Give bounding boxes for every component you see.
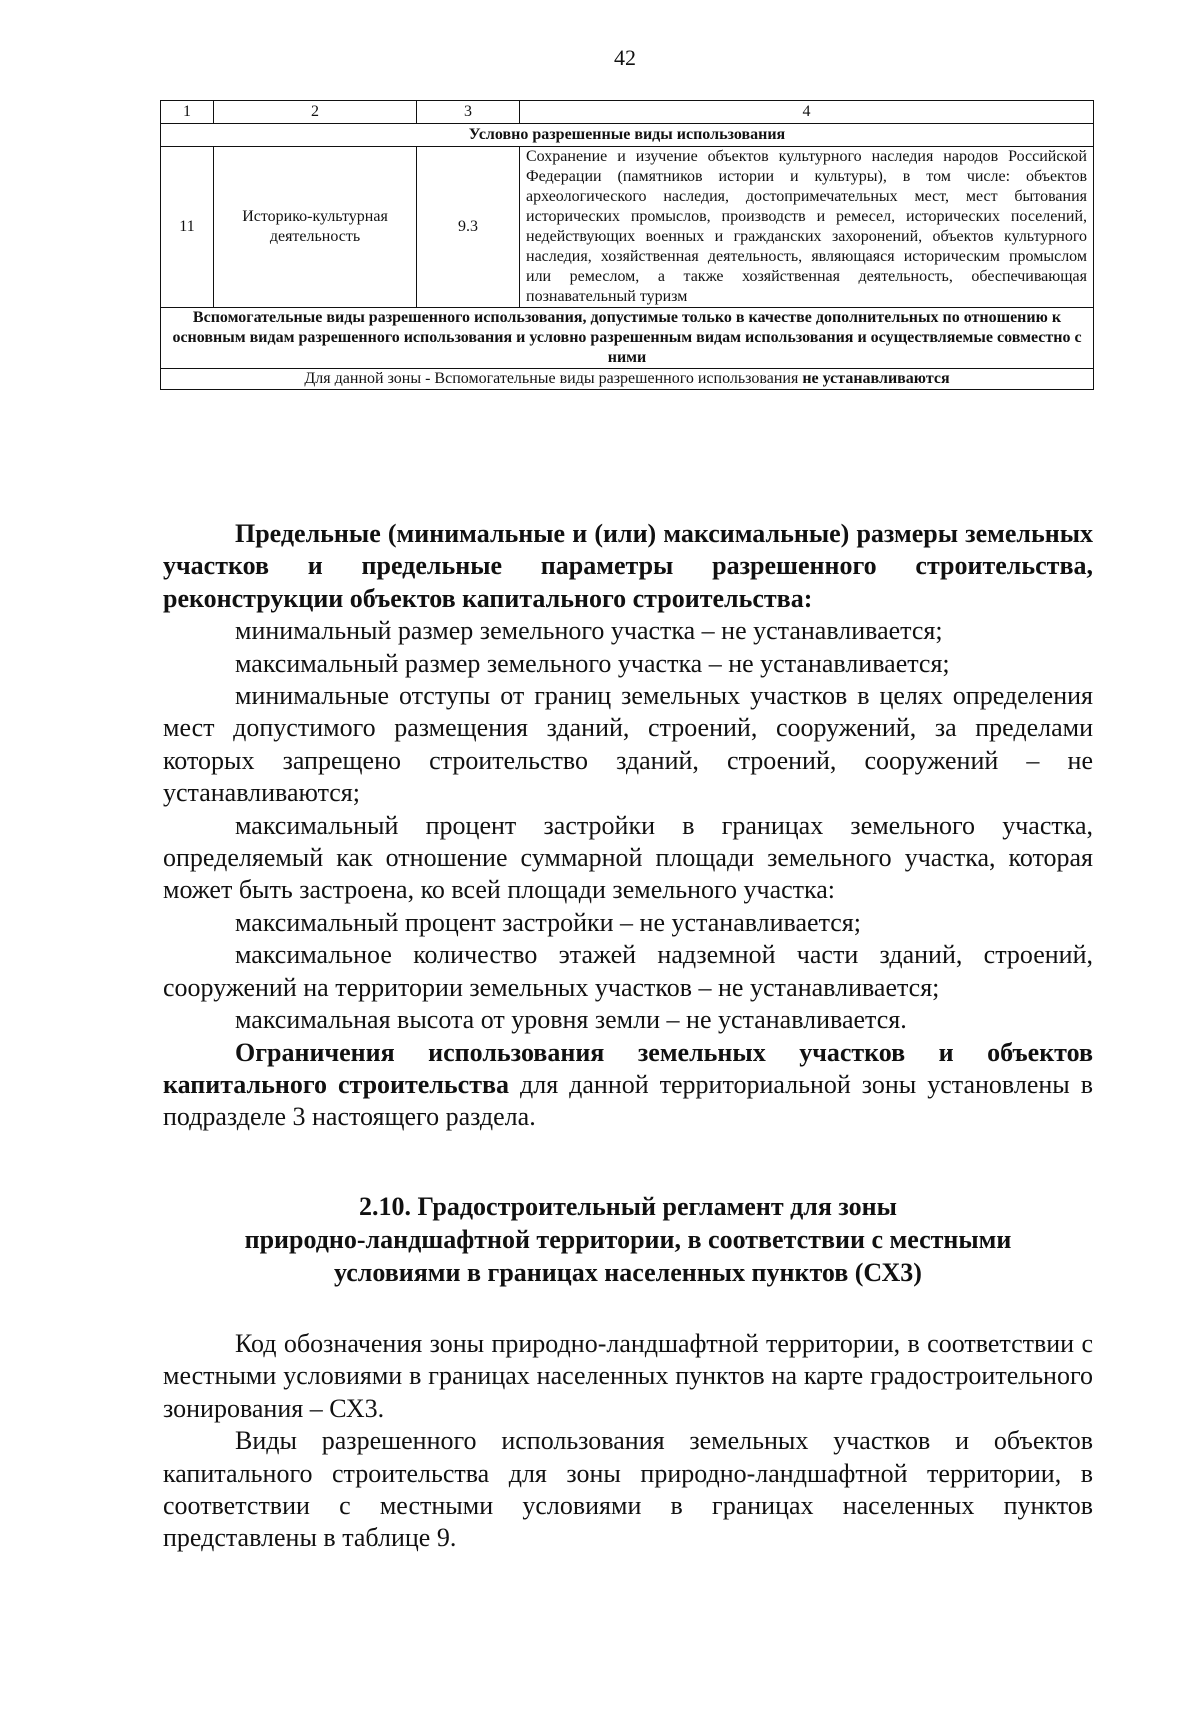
table-header-cell: 1	[161, 101, 214, 124]
limit-line: максимальный процент застройки в границах земельного участка, определяемый как отношение суммарной площади земельного участка, которая может быть застроена, ко всей площади земельного участка:	[163, 810, 1093, 905]
limit-line: максимальный размер земельного участка – не устанавливается;	[235, 648, 950, 678]
table-header-cell: 3	[417, 101, 520, 124]
limits-heading	[163, 518, 1093, 615]
zone-uses-paragraph: Виды разрешенного использования земельных участков и объектов капитального строительства для зоны природно-ландшафтной территории, в соответствии с местными условиями в границах населенных пунктов представлены в таблице 9.	[163, 1426, 1093, 1553]
limit-line: максимальное количество этажей надземной части зданий, строений, сооружений на территории земельных участков – не устанавливается;	[163, 940, 1093, 1002]
restrictions-bold: Ограничения использования земельных участков и объектов капитального строительства	[163, 1037, 1093, 1099]
limits-heading-text: Предельные (минимальные и (или) максимальные) размеры земельных участков и предельные параметры разрешенного строительства, реконструкции объектов капитального строительства:	[163, 519, 1093, 613]
table-header-row	[161, 101, 1094, 124]
section-auxiliary-use: Вспомогательные виды разрешенного использования, допустимые только в качестве дополнительных по отношению к основным видам разрешенного использования и условно разрешенным видам использования и осуществляемые совместно с ними	[161, 308, 1094, 369]
limit-line: максимальная высота от уровня земли – не устанавливается.	[235, 1005, 907, 1035]
table-section-row	[161, 124, 1094, 147]
land-use-table	[160, 100, 1094, 390]
row-number: 11	[161, 147, 214, 308]
restrictions-paragraph	[163, 1037, 1093, 1134]
limit-line: максимальный процент застройки – не устанавливается;	[235, 907, 861, 937]
restrictions-rest: для данной территориальной зоны установлены в подразделе 3 настоящего раздела.	[163, 1069, 1093, 1132]
row-use-name: Историко-культурная деятельность	[214, 147, 417, 308]
limit-line: минимальный размер земельного участка – не устанавливается;	[235, 616, 943, 646]
auxiliary-none-bold: не устанавливаются	[802, 370, 950, 387]
table-header-cell: 2	[214, 101, 417, 124]
auxiliary-none-prefix: Для данной зоны - Вспомогательные виды разрешенного использования	[304, 370, 803, 387]
limit-line: минимальные отступы от границ земельных участков в целях определения мест допустимого размещения зданий, строений, сооружений, за пределами которых запрещено строительство зданий, строений, сооружений – не устанавливаются;	[163, 681, 1093, 808]
auxiliary-none-note	[161, 369, 1094, 390]
table-header-cell: 4	[520, 101, 1094, 124]
table-section-row	[161, 308, 1094, 369]
row-use-code: 9.3	[417, 147, 520, 308]
section-title	[163, 1190, 1093, 1289]
limits-section	[163, 518, 1093, 1134]
section-title-line: 2.10. Градостроительный регламент для зоны	[359, 1192, 897, 1221]
table-row	[161, 369, 1094, 390]
zone-description	[163, 1328, 1093, 1555]
section-title-line: природно-ландшафтной территории, в соответствии с местными	[244, 1225, 1012, 1254]
row-use-description: Сохранение и изучение объектов культурного наследия народов Российской Федерации (памятников истории и культуры), в том числе: объектов археологического наследия, достопримечательных мест, мест бытования исторических промыслов, производств и ремесел, исторических поселений, недействующих военных и гражданских захоронений, объектов культурного наследия, хозяйственная деятельность, являющаяся историческим промыслом или ремеслом, а также хозяйственная деятельность, обеспечивающая познавательный туризм	[520, 147, 1094, 308]
page-number: 42	[614, 45, 636, 70]
zone-code-paragraph: Код обозначения зоны природно-ландшафтной территории, в соответствии с местными условиями в границах населенных пунктов на карте градостроительного зонирования – СХ3.	[163, 1329, 1093, 1423]
table-row	[161, 147, 1094, 308]
section-conditional-use: Условно разрешенные виды использования	[161, 124, 1094, 147]
section-title-line: условиями в границах населенных пунктов (СХ3)	[334, 1258, 922, 1287]
